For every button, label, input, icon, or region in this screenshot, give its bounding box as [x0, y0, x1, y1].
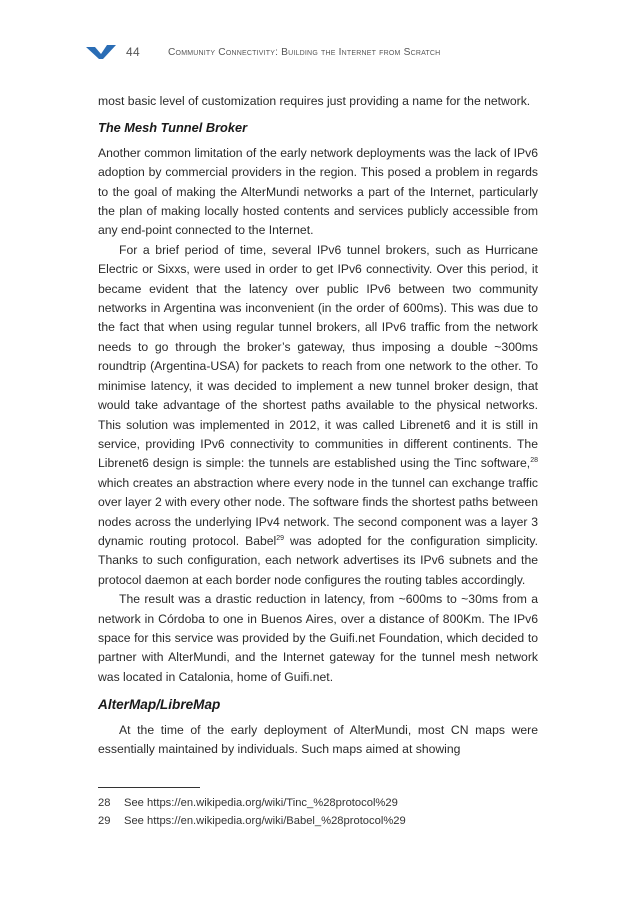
paragraph-text: was adopted for the configuration simplicity. Thanks to such configuration, each network advertises its IPv6 subnets and the protocol daemon at each border node configures the routing tables accordingly. — [98, 533, 538, 587]
footnote-number: 29 — [98, 815, 111, 827]
footnote — [98, 794, 538, 812]
footnote-text: See https://en.wikipedia.org/wiki/Babel_%28protocol%29 — [124, 815, 406, 827]
running-title: Community Connectivity: Building the Internet from Scratch — [168, 46, 441, 58]
paragraph: Another common limitation of the early network deployments was the lack of IPv6 adoption by commercial providers in the region. This posed a problem in regards to the goal of making the AlterMundi networks a part of the Internet, particularly the plan of making locally hosted contents and services publicly accessible from any end-point connected to the Internet. — [98, 145, 538, 238]
intro-paragraph: most basic level of customization requires just providing a name for the network. — [98, 94, 531, 108]
section-heading-mesh-tunnel-broker: The Mesh Tunnel Broker — [98, 120, 248, 136]
footnote — [98, 812, 538, 830]
paragraph-text: which creates an abstraction where every node in the tunnel can exchange traffic over layer 2 with every other node. The software finds the shortest paths between nodes across the underlying IPv4 network. The second component was a layer 3 dynamic routing protocol. Babel — [98, 475, 538, 548]
footnote-ref[interactable]: 28 — [530, 457, 538, 465]
page-number: 44 — [126, 45, 140, 59]
section-heading-altermap: AlterMap/LibreMap — [98, 697, 221, 713]
footnote-number: 28 — [98, 797, 111, 809]
page-header — [86, 42, 546, 62]
footnote-text: See https://en.wikipedia.org/wiki/Tinc_%28protocol%29 — [124, 797, 398, 809]
paragraph: The result was a drastic reduction in latency, from ~600ms to ~30ms from a network in Córdoba to one in Buenos Aires, over a distance of 800Km. The IPv6 space for this service was provided by the Guifi.net Foundation, which decided to partner with AlterMundi, and the Internet gateway for the tunnel mesh network was located in Catalonia, home of Guifi.net. — [98, 592, 538, 684]
paragraph: At the time of the early deployment of AlterMundi, most CN maps were essentially maintained by individuals. Such maps aimed at showing — [98, 722, 538, 756]
paragraph — [98, 241, 538, 590]
chevron-logo-icon — [86, 44, 116, 60]
body-text — [98, 92, 538, 759]
footnote-divider — [98, 787, 200, 788]
paragraph-text: For a brief period of time, several IPv6 tunnel brokers, such as Hurricane Electric or Sixxs, were used in order to get IPv6 connectivity. Over this period, it became evident that the latency over public IPv6 between two community networks in Argentina was inconvenient (in the order of 600ms). This was due to the fact that when using regular tunnel brokers, all IPv6 traffic from the network needs to go through the broker’s gateway, thus imposing a double ~300ms roundtrip (Argentina-USA) for packets to reach from one network to the other. To minimise latency, it was decided to implement a new tunnel broker design, that would take advantage of the shortest paths available to the physical networks. This solution was implemented in 2012, it was called Librenet6 and it is still in service, providing IPv6 connectivity to communities in different continents. The Librenet6 design is simple: the tunnels are established using the Tinc software, — [98, 242, 538, 471]
footnote-ref[interactable]: 29 — [276, 534, 285, 542]
footnotes — [98, 794, 538, 830]
